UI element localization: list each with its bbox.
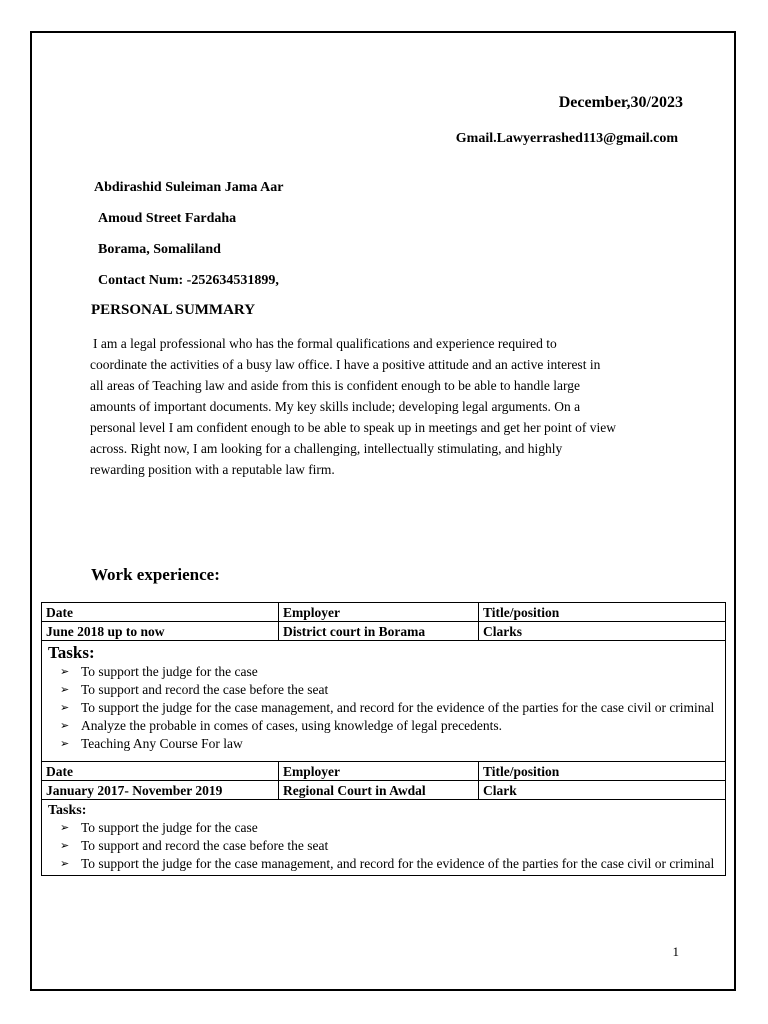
header-employer: Employer bbox=[279, 762, 479, 781]
job-employer: District court in Borama bbox=[279, 622, 479, 641]
task-item: ➢ To support the judge for the case management, and record for the evidence of the parties for the case civil or criminal bbox=[60, 856, 715, 871]
email-address: Gmail.Lawyerrashed113@gmail.com bbox=[455, 131, 678, 146]
work-experience-section bbox=[41, 602, 726, 876]
job-title: Clark bbox=[479, 781, 726, 800]
job-date: January 2017- November 2019 bbox=[42, 781, 279, 800]
summary-line: across. Right now, I am looking for a challenging, intellectually stimulating, and highly bbox=[90, 441, 563, 456]
task-list bbox=[48, 663, 719, 753]
arrow-bullet-icon: ➢ bbox=[60, 720, 70, 732]
job-table bbox=[41, 602, 726, 641]
job-header-row bbox=[42, 603, 726, 622]
job-row bbox=[42, 622, 726, 641]
task-list bbox=[48, 819, 719, 873]
arrow-bullet-icon: ➢ bbox=[60, 822, 70, 834]
work-experience-heading: Work experience: bbox=[91, 565, 220, 584]
arrow-bullet-icon: ➢ bbox=[60, 840, 70, 852]
header-employer: Employer bbox=[279, 603, 479, 622]
page-number: 1 bbox=[672, 944, 679, 959]
applicant-name: Abdirashid Suleiman Jama Aar bbox=[94, 180, 284, 195]
summary-line: I am a legal professional who has the formal qualifications and experience required to bbox=[93, 336, 557, 351]
job-title: Clarks bbox=[479, 622, 726, 641]
task-item: ➢ To support the judge for the case bbox=[60, 820, 258, 835]
contact-number: Contact Num: -252634531899, bbox=[98, 273, 279, 288]
summary-body bbox=[90, 333, 690, 480]
job-date: June 2018 up to now bbox=[42, 622, 279, 641]
task-item: ➢ Teaching Any Course For law bbox=[60, 736, 243, 751]
summary-line: amounts of important documents. My key skills include; developing legal arguments. On a bbox=[90, 399, 581, 414]
task-item: ➢ To support the judge for the case management, and record for the evidence of the parties for the case civil or criminal bbox=[60, 700, 715, 715]
task-item: ➢ To support and record the case before the seat bbox=[60, 682, 329, 697]
address-city: Borama, Somaliland bbox=[98, 242, 221, 257]
job-tasks bbox=[41, 641, 726, 762]
arrow-bullet-icon: ➢ bbox=[60, 684, 70, 696]
job-employer: Regional Court in Awdal bbox=[279, 781, 479, 800]
address-street: Amoud Street Fardaha bbox=[98, 211, 237, 226]
summary-line: personal level I am confident enough to be able to speak up in meetings and get her point of view bbox=[90, 420, 616, 435]
arrow-bullet-icon: ➢ bbox=[60, 702, 70, 714]
task-item: ➢ Analyze the probable in comes of cases, using knowledge of legal precedents. bbox=[60, 718, 502, 733]
arrow-bullet-icon: ➢ bbox=[60, 858, 70, 870]
task-item: ➢ To support and record the case before the seat bbox=[60, 838, 329, 853]
summary-line: all areas of Teaching law and aside from this is confident enough to be able to handle large bbox=[90, 378, 581, 393]
header-date: Date bbox=[42, 762, 279, 781]
arrow-bullet-icon: ➢ bbox=[60, 738, 70, 750]
task-item: ➢ To support the judge for the case bbox=[60, 664, 258, 679]
summary-heading: PERSONAL SUMMARY bbox=[91, 302, 256, 318]
job-row bbox=[42, 781, 726, 800]
job-table bbox=[41, 762, 726, 800]
tasks-title: Tasks: bbox=[48, 803, 87, 818]
summary-line: coordinate the activities of a busy law office. I have a positive attitude and an active interest in bbox=[90, 357, 601, 372]
header-title: Title/position bbox=[479, 603, 726, 622]
header-date: Date bbox=[42, 603, 279, 622]
arrow-bullet-icon: ➢ bbox=[60, 666, 70, 678]
header-title: Title/position bbox=[479, 762, 726, 781]
job-header-row bbox=[42, 762, 726, 781]
tasks-title: Tasks: bbox=[48, 643, 95, 662]
summary-line: rewarding position with a reputable law firm. bbox=[90, 462, 335, 477]
letter-date: December,30/2023 bbox=[558, 94, 683, 111]
job-tasks bbox=[41, 800, 726, 876]
